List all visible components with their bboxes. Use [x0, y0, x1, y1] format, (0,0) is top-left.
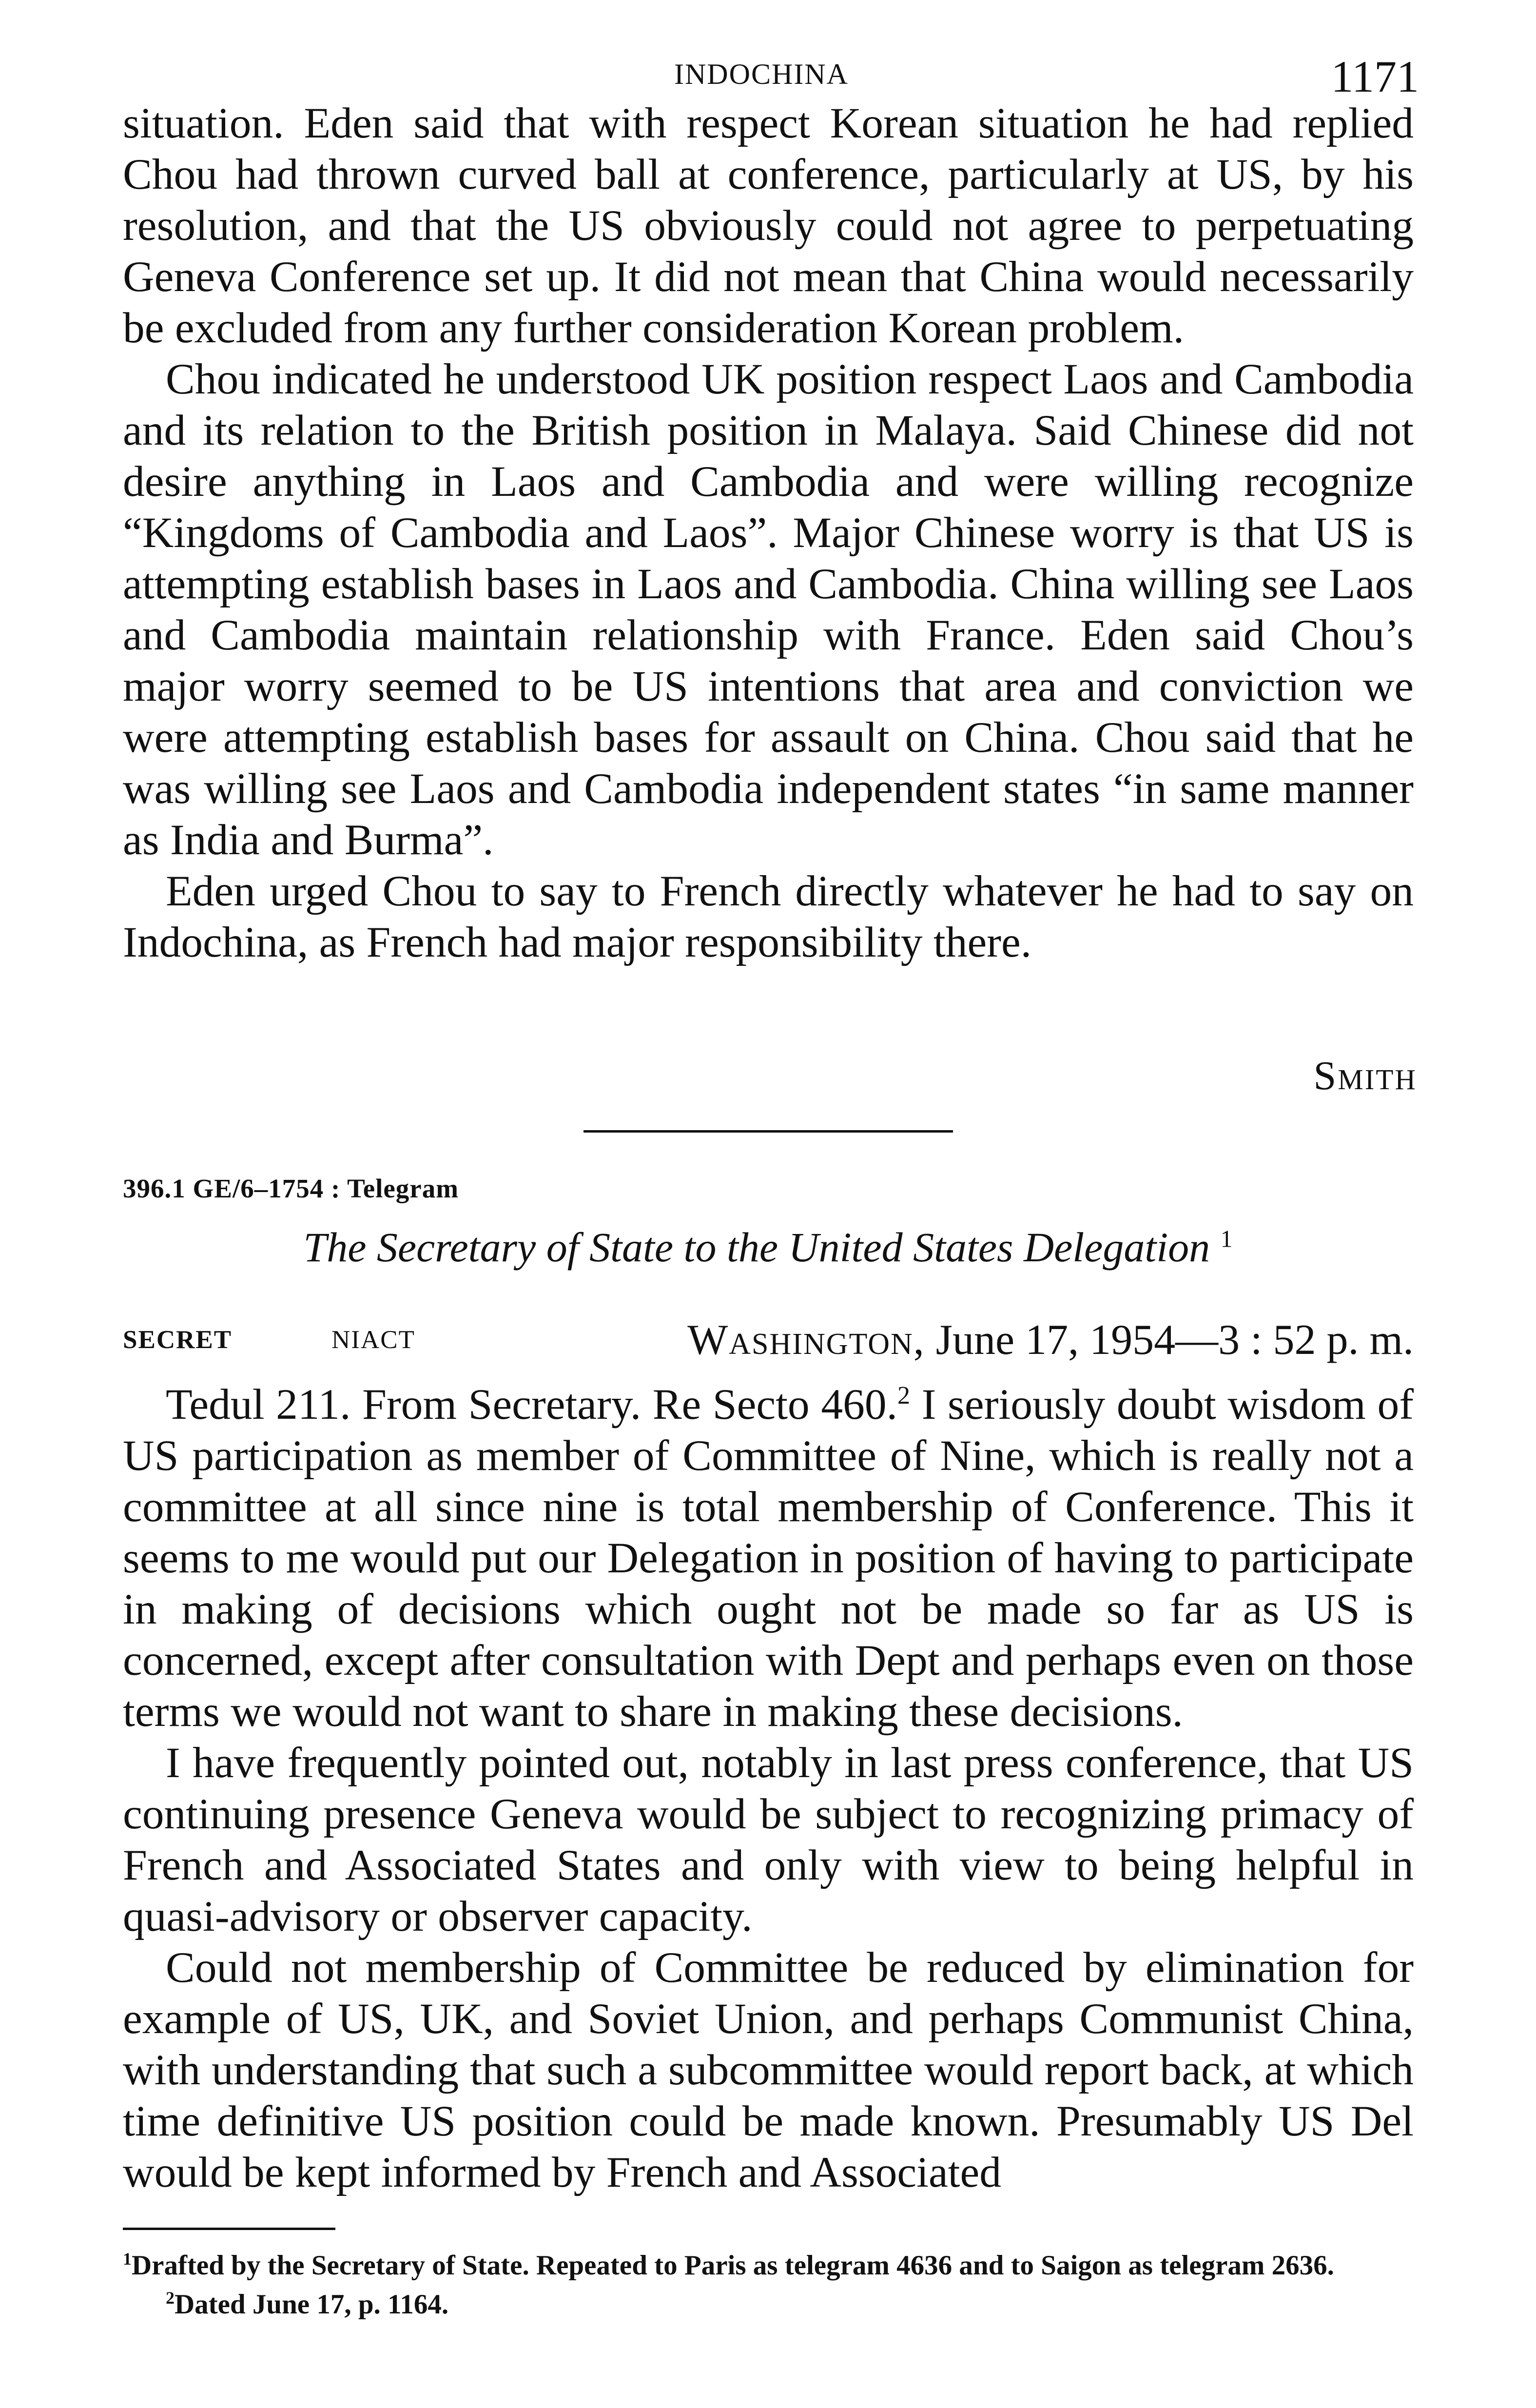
paragraph — [123, 1370, 1414, 1737]
dateline-place: Washington, — [687, 1316, 925, 1364]
continued-text — [123, 98, 1414, 968]
footnote-mark: 2 — [166, 2288, 175, 2308]
running-head: INDOCHINA — [674, 58, 849, 90]
handling-marking: NIACT — [331, 1326, 415, 1354]
footnote-text: Dated June 17, p. 1164. — [175, 2289, 449, 2320]
footnote-text: Drafted by the Secretary of State. Repeated to Paris as telegram 4636 and to Saigon as telegram 2636. — [132, 2250, 1334, 2281]
dateline-date: June 17, 1954—3 : 52 p. m. — [935, 1316, 1414, 1364]
page-number: 1171 — [1331, 52, 1419, 101]
paragraph: situation. Eden said that with respect Korean situation he had replied Chou had thrown curved ball at conference, particularly at US, by his resolution, and that the US obviously could not agree to perpetuating Geneva Conference set up. It did not mean that China would necessarily be excluded from any further consideration Korean problem. — [123, 99, 1414, 352]
paragraph-text: Tedul 211. From Secretary. Re Secto 460. — [166, 1380, 897, 1429]
paragraph: Could not membership of Committee be reduced by elimination for example of US, UK, and Soviet Union, and perhaps Communist China, with understanding that such a subcommittee would report back, at which time definitive US position could be made known. Presumably US Del would be kept informed by French and Associated — [123, 1943, 1414, 2196]
telegram-body — [123, 1370, 1414, 2198]
section-divider — [583, 1130, 953, 1133]
telegram-header — [123, 1315, 1414, 1369]
footnote-ref: 2 — [897, 1382, 910, 1410]
footnote-divider — [123, 2228, 335, 2230]
footnote-ref: 1 — [1220, 1225, 1233, 1253]
signature: Smith — [1313, 1053, 1417, 1098]
file-identifier: 396.1 GE/6–1754 : Telegram — [123, 1174, 459, 1203]
paragraph: I have frequently pointed out, notably in last press conference, that US continuing presence Geneva would be subject to recognizing primacy of French and Associated States and only with view to being helpful in quasi-advisory or observer capacity. — [123, 1738, 1414, 1940]
paragraph: Chou indicated he understood UK position respect Laos and Cambodia and its relation to the British position in Malaya. Said Chinese did not desire anything in Laos and Cambodia and were willing recognize “Kingdoms of Cambodia and Laos”. Major Chinese worry is that US is attempting establish bases in Laos and Cambodia. China willing see Laos and Cambodia maintain relationship with France. Eden said Chou’s major worry seemed to be US intentions that area and conviction we were attempting establish bases for assault on China. Chou said that he was willing see Laos and Cambodia independent states “in same manner as India and Burma”. — [123, 355, 1414, 864]
paragraph: Eden urged Chou to say to French directly whatever he had to say on Indochina, as French had major responsibility there. — [123, 867, 1414, 966]
document-title — [0, 1223, 1536, 1272]
footnotes — [123, 2243, 1414, 2321]
footnote-mark: 1 — [123, 2249, 132, 2269]
footnote — [123, 2282, 1414, 2321]
document-title-text: The Secretary of State to the United States Delegation — [303, 1224, 1210, 1271]
dateline — [687, 1315, 1414, 1365]
footnote — [123, 2243, 1414, 2282]
paragraph-text: I seriously doubt wisdom of US participation as member of Committee of Nine, which is really not a committee at all since nine is total membership of Conference. This it seems to me would put our Delegation in position of having to participate in making of decisions which ought not be made so far as US is concerned, except after consultation with Dept and perhaps even on those terms we would not want to share in making these decisions. — [123, 1380, 1414, 1736]
classification-marking: SECRET — [123, 1326, 233, 1354]
